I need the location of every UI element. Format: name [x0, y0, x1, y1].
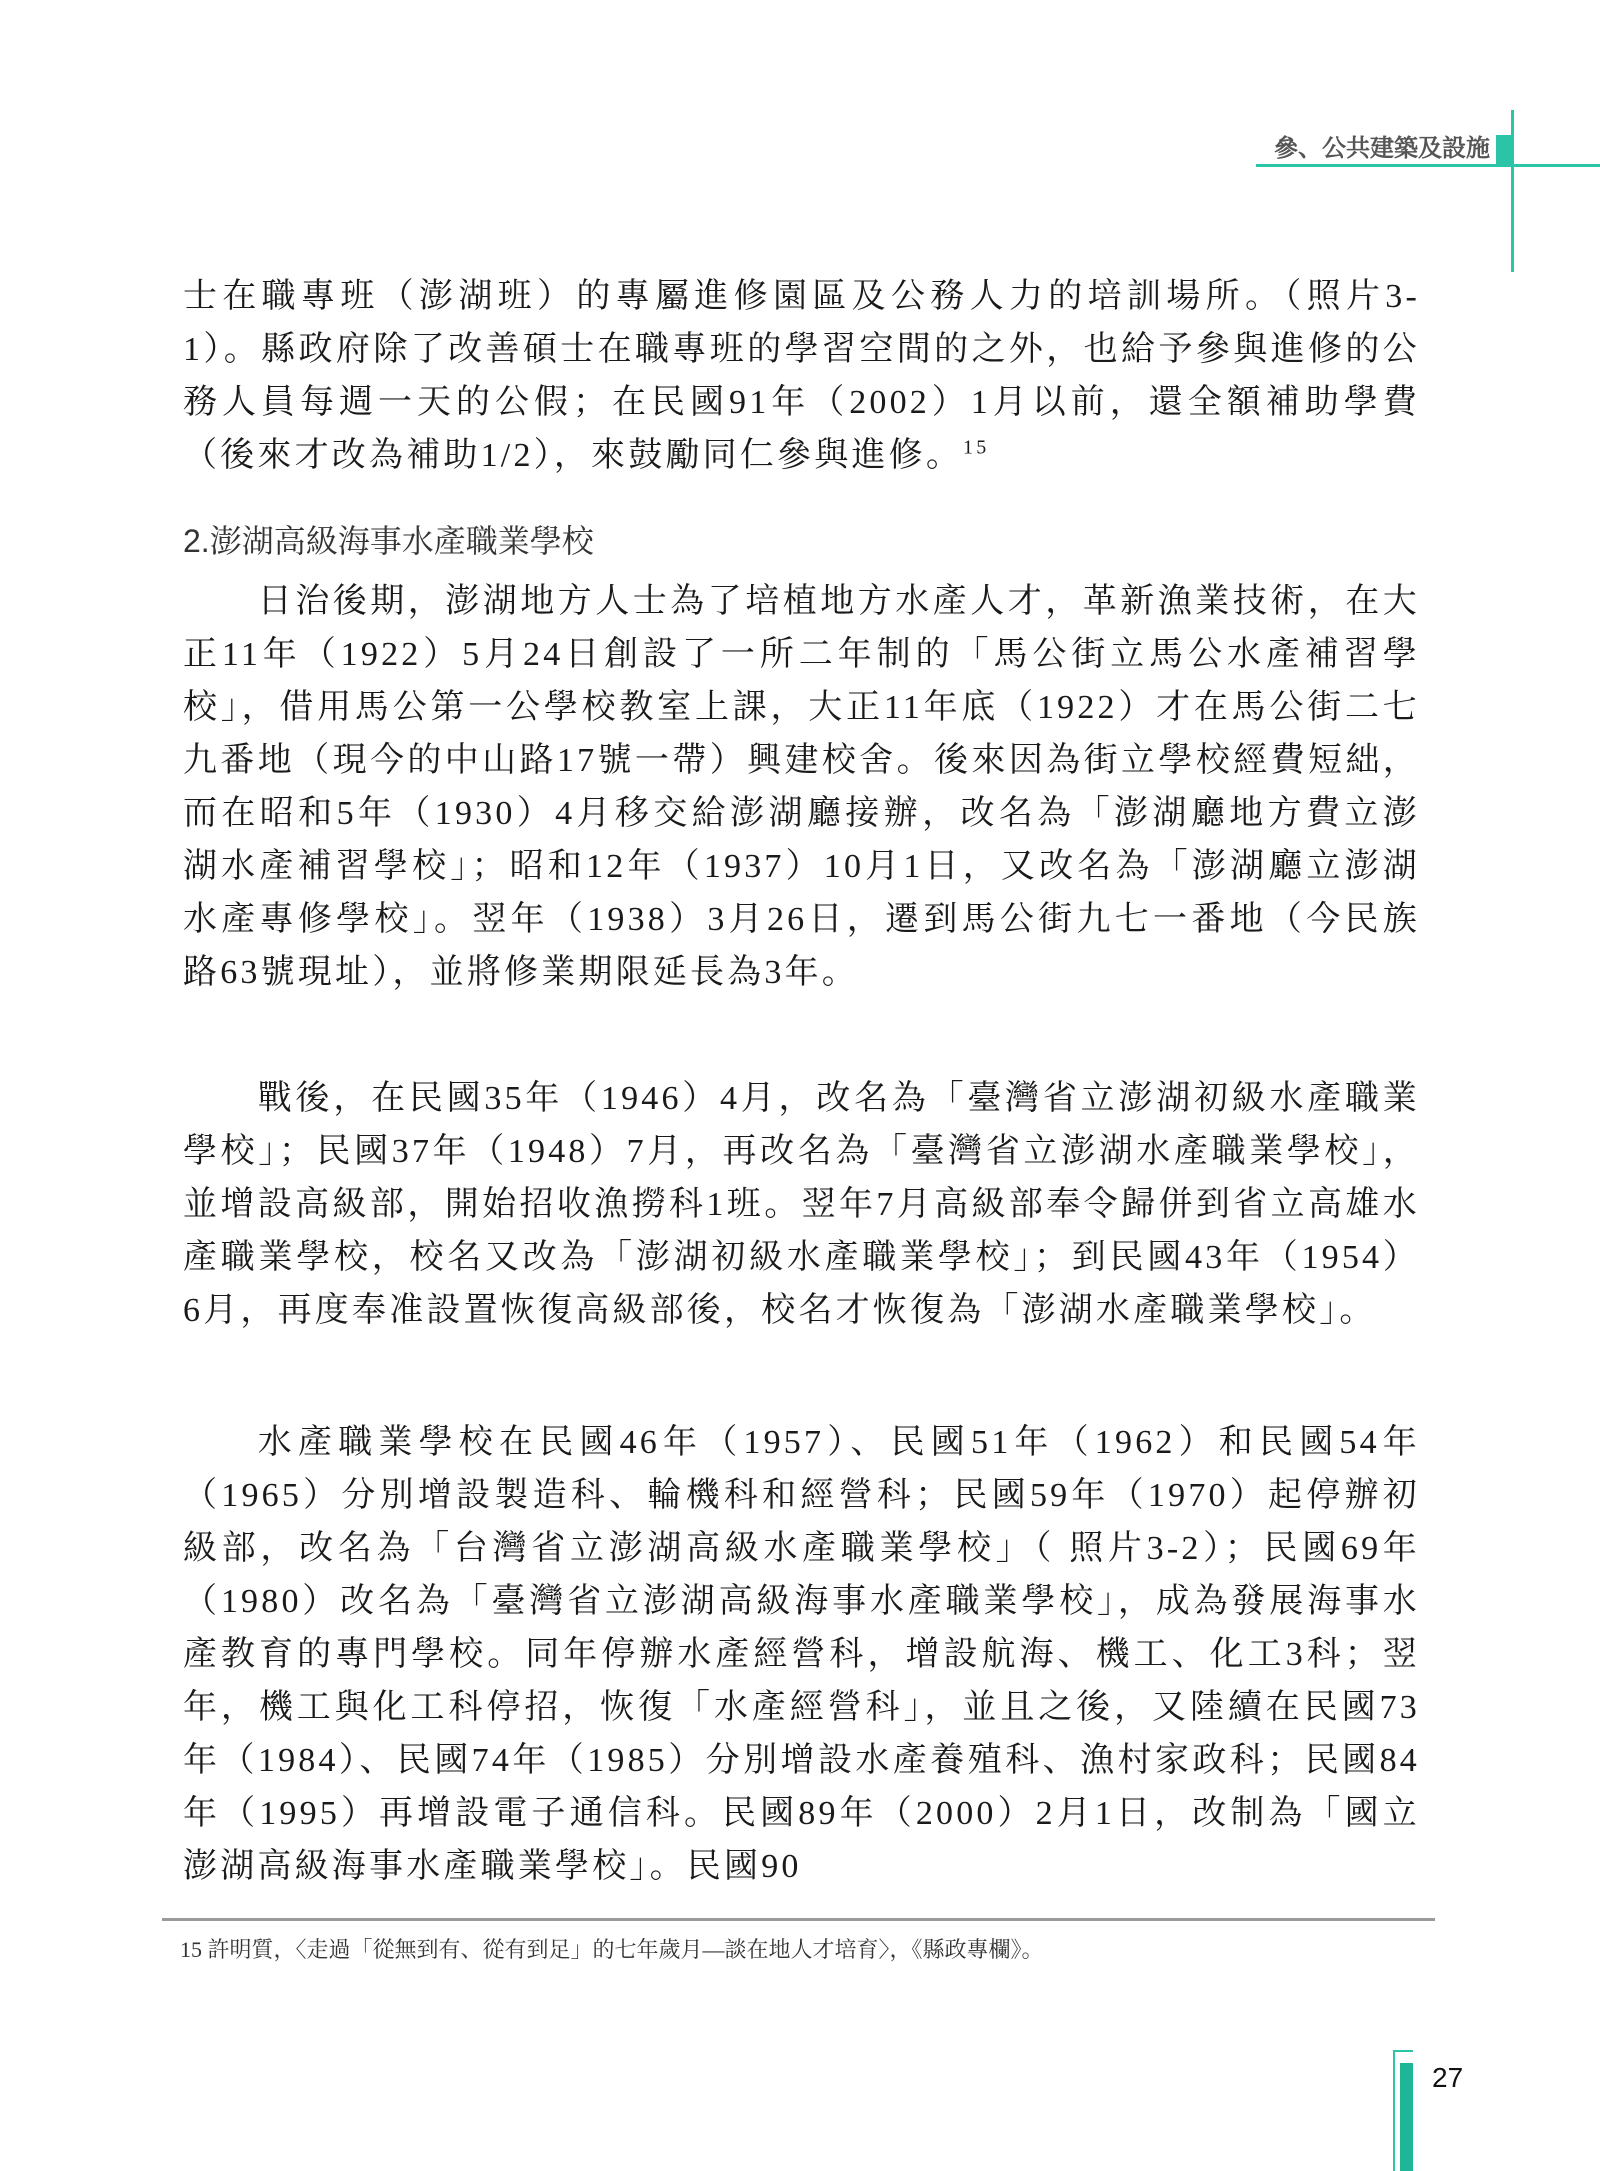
page-number-outline	[1393, 2050, 1395, 2171]
header-rule	[1256, 164, 1600, 167]
section-paragraph: 日治後期，澎湖地方人士為了培植地方水產人才，革新漁業技術，在大正11年（1922）5月24日創設了一所二年制的「馬公街立馬公水產補習學校」，借用馬公第一公學校教室上課，大正11年底（1922）才在馬公街二七九番地（現今的中山路17號一帶）興建校舍。後來因為街立學校經費短絀，而在昭和5年（1930）4月移交給澎湖廳接辦，改名為「澎湖廳地方費立澎湖水產補習學校」；昭和12年（1937）10月1日，又改名為「澎湖廳立澎湖水產專修學校」。翌年（1938）3月26日，遷到馬公街九七一番地（今民族路63號現址），並將修業期限延長為3年。	[183, 583, 1420, 991]
chapter-title: 參、公共建築及設施	[1274, 136, 1490, 162]
page-number-accent-bar	[1400, 2063, 1413, 2171]
intro-paragraph	[183, 270, 1420, 482]
section-heading: 2.澎湖高級海事水產職業學校	[183, 523, 594, 559]
section-paragraph: 水產職業學校在民國46年（1957）、民國51年（1962）和民國54年（1965）分別增設製造科、輪機科和經營科；民國59年（1970）起停辦初級部，改名為「台灣省立澎湖高級水產職業學校」（ 照片3-2）；民國69年（1980）改名為「臺灣省立澎湖高級海事水產職業學校」，成為發展海事水產教育的專門學校。同年停辦水產經營科，增設航海、機工、化工3科；翌年，機工與化工科停招，恢復「水產經營科」，並且之後，又陸續在民國73年（1984）、民國74年（1985）分別增設水產養殖科、漁村家政科；民國84年（1995）再增設電子通信科。民國89年（2000）2月1日，改制為「國立澎湖高級海事水產職業學校」。民國90	[183, 1424, 1420, 1885]
page-number: 27	[1432, 2062, 1464, 2093]
section-paragraph-2-block	[183, 1072, 1420, 1337]
section-paragraph-1-block	[183, 575, 1420, 999]
footnote-reference[interactable]: 15	[963, 436, 990, 459]
intro-text-block	[183, 270, 1420, 482]
intro-paragraph-text: 士在職專班（澎湖班）的專屬進修園區及公務人力的培訓場所。（照片3-1）。縣政府除了改善碩士在職專班的學習空間的之外，也給予參與進修的公務人員每週一天的公假；在民國91年（2002）1月以前，還全額補助學費（後來才改為補助1/2），來鼓勵同仁參與進修。	[183, 278, 1420, 474]
page-number-outline-top	[1393, 2050, 1413, 2052]
footnote-divider	[162, 1918, 1435, 1921]
section-paragraph: 戰後，在民國35年（1946）4月，改名為「臺灣省立澎湖初級水產職業學校」；民國37年（1948）7月，再改名為「臺灣省立澎湖水產職業學校」，並增設高級部，開始招收漁撈科1班。翌年7月高級部奉令歸併到省立高雄水產職業學校，校名又改為「澎湖初級水產職業學校」；到民國43年（1954）6月，再度奉准設置恢復高級部後，校名才恢復為「澎湖水產職業學校」。	[183, 1080, 1420, 1329]
header-accent-block	[1496, 135, 1512, 165]
section-paragraph-3-block	[183, 1416, 1420, 1893]
footnote: 15 許明質，〈走過「從無到有、從有到足」的七年歲月—談在地人才培育〉，《縣政專欄》。	[180, 1937, 1044, 1962]
